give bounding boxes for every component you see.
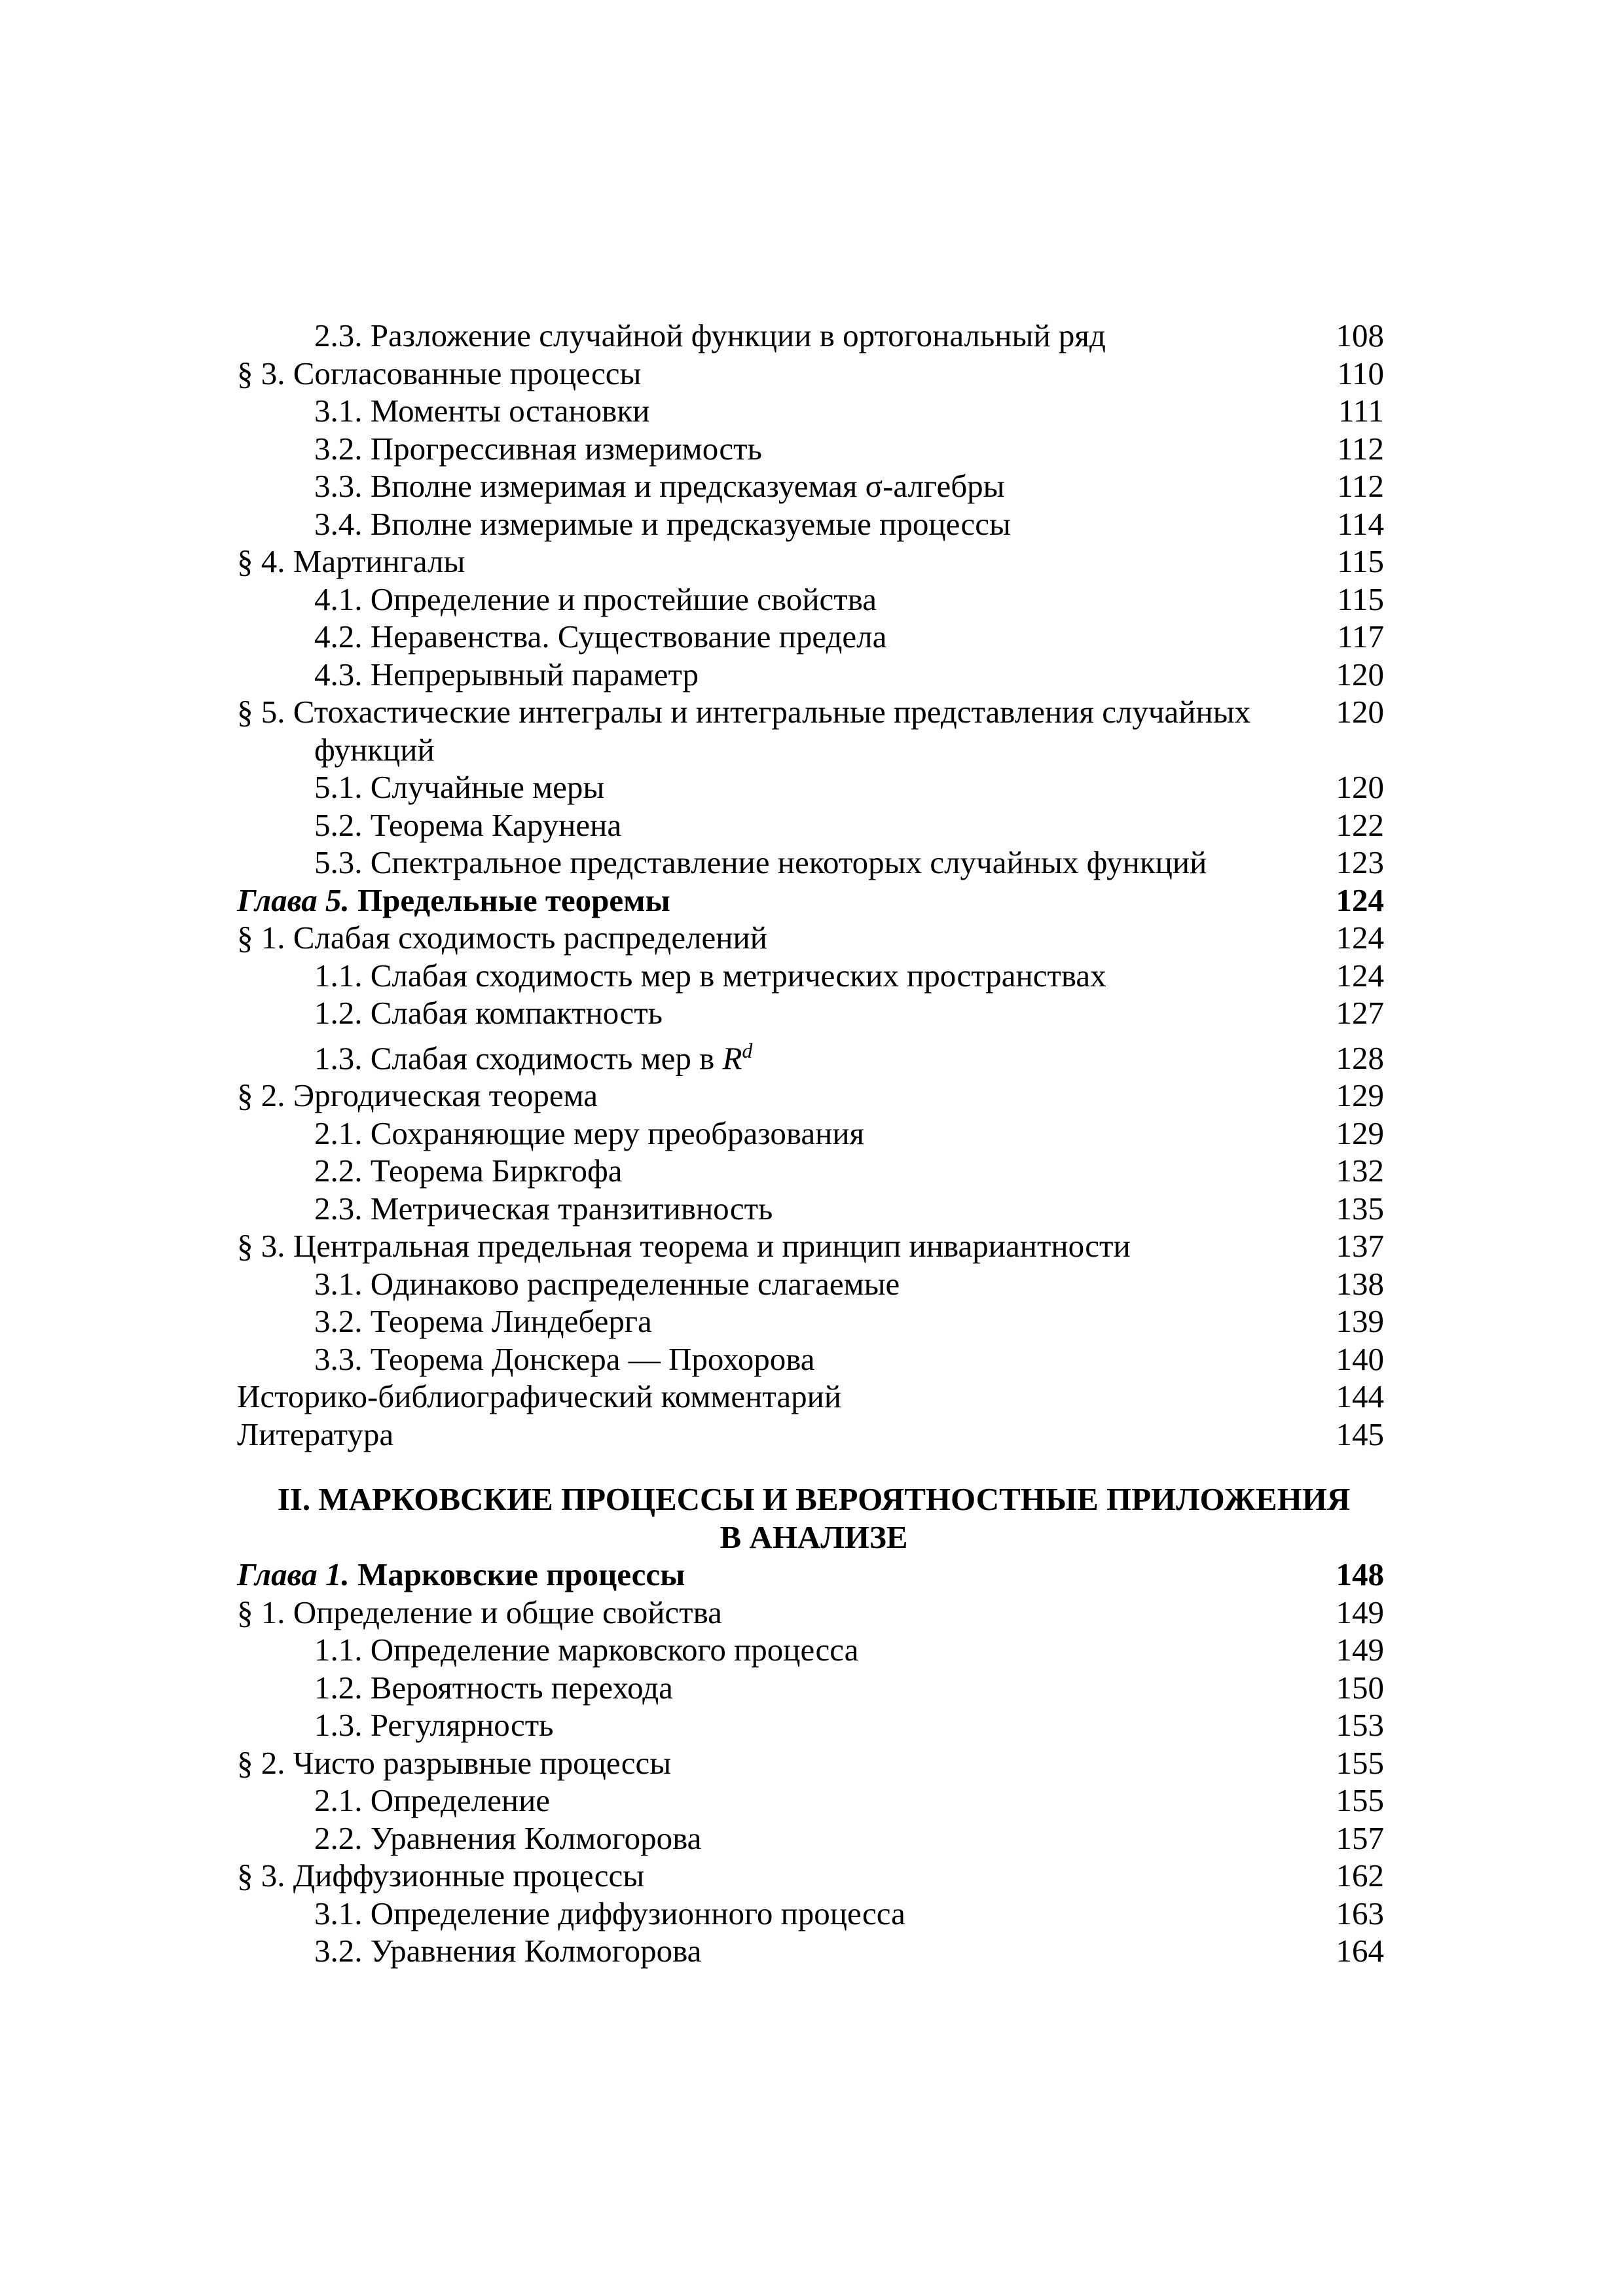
toc-entry-page: 120: [1336, 656, 1384, 692]
toc-entry: [237, 1115, 1384, 1153]
part-title-line-1: II. МАРКОВСКИЕ ПРОЦЕССЫ И ВЕРОЯТНОСТНЫЕ ПРИЛОЖЕНИЯ: [277, 1481, 1351, 1518]
toc-entry-text: 3.2. Уравнения Колмогорова: [314, 1933, 702, 1969]
toc-entry-text: 5.3. Спектральное представление некоторых случайных функций: [314, 844, 1207, 880]
toc-group-ch5b: [237, 1077, 1384, 1453]
toc-entry: [237, 1190, 1384, 1228]
toc-entry-page: 164: [1336, 1933, 1384, 1969]
toc-entry-text: 3.1. Моменты остановки: [314, 393, 650, 429]
toc-group-mid: [237, 768, 1384, 882]
toc-entry: [237, 1265, 1384, 1303]
toc-entry: [237, 317, 1384, 355]
toc-entry: [237, 355, 1384, 393]
toc-entry: [237, 1340, 1384, 1378]
toc-entry-text: 3.1. Одинаково распределенные слагаемые: [314, 1265, 900, 1302]
table-of-contents: [237, 317, 1384, 1970]
toc-group-before: [237, 317, 1384, 693]
toc-entry-text: § 3. Согласованные процессы: [237, 355, 642, 391]
toc-entry: [237, 1820, 1384, 1857]
toc-entry-text: 2.3. Метрическая транзитивность: [314, 1190, 773, 1227]
toc-entry-page: 127: [1336, 995, 1384, 1031]
toc-entry-page: 112: [1337, 468, 1384, 504]
toc-entry-text: 2.3. Разложение случайной функции в ортогональный ряд: [314, 317, 1106, 353]
toc-entry: [237, 1706, 1384, 1744]
toc-entry-page: 150: [1336, 1669, 1384, 1706]
toc-entry-page: 115: [1337, 581, 1384, 617]
part-title-line-2: В АНАЛИЗЕ: [720, 1518, 908, 1555]
toc-entry-page: 149: [1336, 1632, 1384, 1668]
toc-entry-text: 4.3. Непрерывный параметр: [314, 656, 699, 692]
chapter-title: Марковские процессы: [357, 1556, 685, 1593]
toc-entry-weak-convergence-rd: [237, 1032, 1384, 1077]
toc-entry-page: 135: [1336, 1190, 1384, 1227]
toc-entry: [237, 1857, 1384, 1895]
toc-entry-page: 129: [1336, 1077, 1384, 1114]
toc-entry-text: 2.1. Определение: [314, 1782, 551, 1819]
toc-entry-text: 3.2. Прогрессивная измеримость: [314, 430, 762, 467]
toc-entry-text: 3.2. Теорема Линдеберга: [314, 1303, 652, 1340]
toc-entry-page: 137: [1336, 1228, 1384, 1265]
rd-symbol: R: [722, 1039, 742, 1076]
toc-entry-text: § 2. Чисто разрывные процессы: [237, 1744, 672, 1781]
toc-entry-page: 157: [1336, 1820, 1384, 1856]
chapter-title: Предельные теоремы: [357, 882, 670, 918]
toc-entry-page: 123: [1336, 844, 1384, 880]
toc-entry-text: 1.2. Слабая компактность: [314, 995, 663, 1031]
toc-entry-page: 139: [1336, 1303, 1384, 1340]
toc-entry: [237, 1932, 1384, 1970]
toc-entry-text: 1.1. Слабая сходимость мер в метрических пространствах: [314, 957, 1106, 994]
toc-entry-page: 149: [1336, 1594, 1384, 1630]
chapter-page: 124: [1336, 882, 1384, 918]
toc-entry: [237, 1302, 1384, 1340]
toc-entry-text: § 1. Слабая сходимость распределений: [237, 920, 767, 956]
toc-entry: [237, 1669, 1384, 1707]
part-2-title: [237, 1480, 1384, 1556]
toc-group-ch5a: [237, 919, 1384, 1032]
toc-entry-page: 145: [1336, 1416, 1384, 1452]
toc-entry-text: 2.1. Сохраняющие меру преобразования: [314, 1115, 865, 1151]
toc-entry-page: 129: [1336, 1115, 1384, 1151]
toc-entry-text: 4.2. Неравенства. Существование предела: [314, 619, 887, 655]
toc-entry-text: 2.2. Теорема Биркгофа: [314, 1153, 623, 1189]
toc-entry: [237, 1378, 1384, 1416]
toc-entry-text: 5.1. Случайные меры: [314, 769, 605, 805]
toc-entry-text: § 4. Мартингалы: [237, 543, 465, 579]
toc-entry-page: 153: [1336, 1707, 1384, 1744]
chapter-1-heading: [237, 1556, 1384, 1594]
toc-entry-page: 110: [1337, 355, 1384, 391]
toc-group-ch1: [237, 1594, 1384, 1970]
toc-entry: [237, 505, 1384, 543]
toc-entry-page: 124: [1336, 920, 1384, 956]
toc-entry: [237, 1416, 1384, 1454]
toc-entry-text: § 5. Стохастические интегралы и интегральные представления случайных: [237, 694, 1251, 730]
toc-entry-page: 163: [1336, 1895, 1384, 1931]
toc-entry-page: 120: [1336, 769, 1384, 805]
toc-entry-text: 3.1. Определение диффузионного процесса: [314, 1895, 905, 1931]
toc-entry-text: 1.1. Определение марковского процесса: [314, 1632, 859, 1668]
toc-entry: [237, 994, 1384, 1032]
toc-entry-page: 122: [1336, 806, 1384, 843]
toc-entry: [237, 1594, 1384, 1632]
toc-entry-page: 162: [1336, 1857, 1384, 1894]
toc-entry: [237, 1895, 1384, 1933]
toc-entry-text-continued: функций: [314, 731, 435, 768]
toc-entry: [237, 1782, 1384, 1820]
toc-entry-text: § 1. Определение и общие свойства: [237, 1594, 722, 1630]
toc-entry-page: 117: [1337, 619, 1384, 655]
toc-entry-text: Историко-библиографический комментарий: [237, 1378, 842, 1415]
toc-entry: [237, 1077, 1384, 1115]
toc-entry-text: Литература: [237, 1416, 394, 1452]
toc-entry-text: 3.3. Теорема Донскера — Прохорова: [314, 1340, 815, 1377]
toc-entry: [237, 1631, 1384, 1669]
toc-entry: [237, 467, 1384, 505]
rd-superscript: d: [742, 1038, 753, 1062]
toc-entry-text: 1.3. Слабая сходимость мер в: [314, 1039, 723, 1076]
toc-entry: [237, 392, 1384, 430]
toc-entry: [237, 806, 1384, 844]
toc-entry-page: 155: [1336, 1782, 1384, 1819]
toc-entry: [237, 1744, 1384, 1782]
toc-entry: [237, 618, 1384, 656]
chapter-5-heading: [237, 882, 1384, 920]
toc-entry-text: 4.1. Определение и простейшие свойства: [314, 581, 877, 617]
toc-entry-text: § 3. Диффузионные процессы: [237, 1857, 645, 1894]
toc-entry-page: 144: [1336, 1378, 1384, 1415]
toc-entry-page: 138: [1336, 1265, 1384, 1302]
toc-entry-stochastic-integrals: [237, 693, 1384, 768]
toc-entry-text: § 2. Эргодическая теорема: [237, 1077, 598, 1114]
toc-entry: [237, 919, 1384, 957]
toc-entry: [237, 581, 1384, 619]
chapter-label: Глава 1.: [237, 1556, 350, 1593]
toc-entry-page: 112: [1337, 430, 1384, 467]
toc-entry-text: 5.2. Теорема Карунена: [314, 806, 622, 843]
toc-entry: [237, 1152, 1384, 1190]
chapter-page: 148: [1336, 1556, 1384, 1593]
toc-entry-text: § 3. Центральная предельная теорема и принцип инвариантности: [237, 1228, 1131, 1265]
toc-entry: [237, 844, 1384, 882]
toc-entry-page: 124: [1336, 957, 1384, 994]
toc-entry-text: 1.2. Вероятность перехода: [314, 1669, 673, 1706]
toc-entry: [237, 1227, 1384, 1265]
chapter-label: Глава 5.: [237, 882, 350, 918]
toc-entry: [237, 957, 1384, 995]
toc-entry-page: 128: [1336, 1039, 1384, 1076]
toc-entry-page: 120: [1336, 694, 1384, 730]
toc-entry-text: 3.4. Вполне измеримые и предсказуемые процессы: [314, 505, 1011, 542]
toc-entry-text: 2.2. Уравнения Колмогорова: [314, 1820, 702, 1856]
toc-entry-page: 115: [1337, 543, 1384, 579]
toc-entry-page: 140: [1336, 1340, 1384, 1377]
toc-entry-page: 132: [1336, 1153, 1384, 1189]
toc-entry-page: 111: [1338, 393, 1384, 429]
toc-entry-page: 108: [1336, 317, 1384, 353]
toc-entry-text: 3.3. Вполне измеримая и предсказуемая σ-алгебры: [314, 468, 1005, 504]
toc-entry: [237, 430, 1384, 468]
toc-entry-text: 1.3. Регулярность: [314, 1707, 554, 1744]
toc-entry: [237, 656, 1384, 694]
toc-entry-page: 155: [1336, 1744, 1384, 1781]
toc-entry: [237, 768, 1384, 806]
toc-entry-page: 114: [1337, 505, 1384, 542]
toc-entry: [237, 543, 1384, 581]
